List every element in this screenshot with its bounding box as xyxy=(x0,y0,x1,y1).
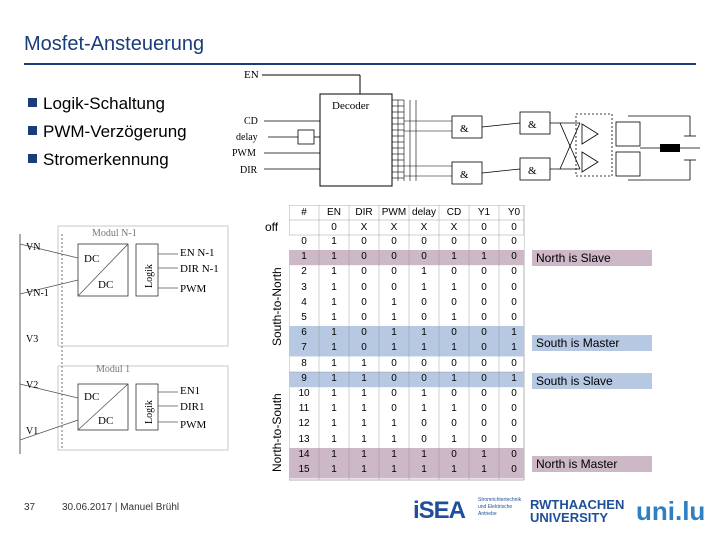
table-cell: 1 xyxy=(361,372,367,384)
table-cell: 0 xyxy=(481,296,487,308)
isea-logo-text: iSEA xyxy=(413,497,466,524)
table-cell: 0 xyxy=(481,433,487,445)
table-cell: 0 xyxy=(361,236,367,247)
table-cell: 1 xyxy=(331,418,337,430)
table-cell: 2 xyxy=(301,266,307,278)
table-cell: 11 xyxy=(298,403,310,415)
module-top-signal-en: EN N-1 xyxy=(180,247,215,259)
table-cell: 1 xyxy=(391,418,397,430)
unilu-logo: uni.lu xyxy=(636,496,706,526)
decoder-circuit-diagram xyxy=(220,66,710,196)
off-row-cell: X xyxy=(450,222,458,233)
module-top-signal-pwm: PWM xyxy=(180,283,207,295)
table-header-cell: PWM xyxy=(381,207,407,218)
bullet-square-icon xyxy=(28,98,37,107)
table-cell: 0 xyxy=(391,266,397,278)
table-cell: 1 xyxy=(331,296,337,308)
table-header-cell: DIR xyxy=(355,207,373,218)
table-cell: 0 xyxy=(481,418,487,430)
table-cell: 0 xyxy=(511,236,517,247)
off-row-cell: X xyxy=(420,222,428,233)
table-cell: 1 xyxy=(451,464,457,475)
isea-logo xyxy=(413,497,473,527)
off-row-cell: X xyxy=(390,222,398,233)
table-cell: 9 xyxy=(301,372,307,384)
table-cell: 0 xyxy=(511,251,517,263)
table-cell: 1 xyxy=(451,372,457,384)
table-cell: 0 xyxy=(451,388,457,399)
table-cell: 0 xyxy=(511,388,517,399)
table-cell: 1 xyxy=(451,403,457,415)
table-cell: 0 xyxy=(421,433,427,445)
table-cell: 1 xyxy=(331,281,337,293)
table-cell: 1 xyxy=(391,342,397,354)
table-cell: 0 xyxy=(511,357,517,369)
bullet-2 xyxy=(28,122,187,142)
table-cell: 1 xyxy=(331,464,337,475)
isea-subtitle: Stromrichtertechnik und Elektrische Antriebe xyxy=(478,497,522,517)
table-cell: 0 xyxy=(451,236,457,247)
voltage-vn-1: VN-1 xyxy=(26,288,49,299)
south-to-north-label: South-to-North xyxy=(270,267,284,346)
table-header-cell: CD xyxy=(446,207,462,218)
module-top-title: Modul N-1 xyxy=(92,228,137,239)
table-cell: 0 xyxy=(451,357,457,369)
table-cell: 0 xyxy=(481,342,487,354)
table-cell: 0 xyxy=(391,236,397,247)
module-bottom-signal-en: EN1 xyxy=(180,385,201,397)
table-cell: 1 xyxy=(421,448,427,460)
and-label-3: & xyxy=(528,119,537,131)
voltage-v2: V2 xyxy=(26,380,39,391)
table-cell: 4 xyxy=(301,296,307,308)
table-cell: 1 xyxy=(421,281,427,293)
table-cell: 0 xyxy=(451,296,457,308)
bullet-text: Logik-Schaltung xyxy=(43,94,165,113)
table-cell: 0 xyxy=(391,372,397,384)
table-cell: 0 xyxy=(361,281,367,293)
table-cell: 5 xyxy=(301,312,307,323)
table-cell: 0 xyxy=(391,281,397,293)
bullet-1 xyxy=(28,94,165,114)
module-top-dc-out: DC xyxy=(98,279,114,291)
table-cell: 1 xyxy=(451,281,457,293)
table-cell: 1 xyxy=(331,342,337,354)
table-cell: 0 xyxy=(451,266,457,278)
table-cell: 1 xyxy=(391,464,397,475)
table-cell: 1 xyxy=(391,433,397,445)
module-bottom-signal-pwm: PWM xyxy=(180,419,207,431)
table-cell: 0 xyxy=(481,327,487,339)
table-cell: 1 xyxy=(301,251,307,263)
table-cell: 10 xyxy=(298,388,310,399)
table-cell: 1 xyxy=(331,357,337,369)
south-is-master-label: South is Master xyxy=(532,335,652,351)
table-cell: 1 xyxy=(451,433,457,445)
table-header-cell: Y0 xyxy=(507,207,521,218)
module-bottom-logik: Logik xyxy=(144,400,155,424)
off-row-cell: 0 xyxy=(481,222,487,233)
table-cell: 0 xyxy=(361,266,367,278)
table-cell: 0 xyxy=(511,464,517,475)
module-diagram xyxy=(6,214,262,468)
table-cell: 0 xyxy=(451,418,457,430)
and-label-2: & xyxy=(460,169,469,181)
table-cell: 0 xyxy=(481,357,487,369)
table-cell: 0 xyxy=(511,403,517,415)
module-top-signal-dir: DIR N-1 xyxy=(180,263,219,275)
table-cell: 1 xyxy=(511,372,517,384)
table-cell: 1 xyxy=(511,342,517,354)
table-cell: 1 xyxy=(421,403,427,415)
table-cell: 6 xyxy=(301,327,307,339)
table-cell: 0 xyxy=(481,266,487,278)
bullet-3 xyxy=(28,150,169,170)
table-cell: 0 xyxy=(421,236,427,247)
off-row-cell: X xyxy=(360,222,368,233)
north-is-master-label: North is Master xyxy=(532,456,652,472)
table-cell: 0 xyxy=(511,418,517,430)
table-cell: 1 xyxy=(331,251,337,263)
table-cell: 0 xyxy=(511,266,517,278)
table-cell: 1 xyxy=(391,312,397,323)
table-cell: 0 xyxy=(481,281,487,293)
table-cell: 0 xyxy=(481,372,487,384)
table-cell: 1 xyxy=(421,388,427,399)
voltage-vn: VN xyxy=(26,242,41,253)
module-bottom-dc-out: DC xyxy=(98,415,114,427)
off-row-cell: 0 xyxy=(331,222,337,233)
and-label-4: & xyxy=(528,165,537,177)
bullet-square-icon xyxy=(28,126,37,135)
bullet-text: PWM-Verzögerung xyxy=(43,122,187,141)
table-cell: 1 xyxy=(361,433,367,445)
table-cell: 1 xyxy=(361,418,367,430)
table-cell: 0 xyxy=(361,312,367,323)
table-cell: 0 xyxy=(361,327,367,339)
inductor-icon xyxy=(660,144,680,152)
table-cell: 1 xyxy=(331,236,337,247)
table-cell: 14 xyxy=(298,448,310,460)
and-label-1: & xyxy=(460,123,469,135)
table-cell: 1 xyxy=(361,464,367,475)
table-cell: 0 xyxy=(481,388,487,399)
table-cell: 0 xyxy=(511,281,517,293)
module-bottom-signal-dir: DIR1 xyxy=(180,401,205,413)
bullet-text: Stromerkennung xyxy=(43,150,169,169)
table-cell: 1 xyxy=(361,448,367,460)
table-cell: 0 xyxy=(451,448,457,460)
table-cell: 3 xyxy=(301,281,307,293)
table-cell: 0 xyxy=(421,312,427,323)
table-cell: 1 xyxy=(391,296,397,308)
table-cell: 0 xyxy=(301,236,307,247)
table-cell: 0 xyxy=(421,372,427,384)
table-cell: 0 xyxy=(391,251,397,263)
page-number: 37 xyxy=(24,502,36,513)
table-cell: 1 xyxy=(421,342,427,354)
table-cell: 12 xyxy=(298,418,310,430)
module-top-logik: Logik xyxy=(144,264,155,288)
off-row-cell: 0 xyxy=(511,222,517,233)
table-cell: 0 xyxy=(511,433,517,445)
table-cell: 15 xyxy=(298,464,310,475)
table-cell: 1 xyxy=(421,464,427,475)
slide-title: Mosfet-Ansteuerung xyxy=(24,33,205,55)
table-cell: 1 xyxy=(421,266,427,278)
module-bottom-title: Modul 1 xyxy=(96,364,131,375)
table-cell: 0 xyxy=(421,418,427,430)
table-cell: 0 xyxy=(481,312,487,323)
decoder-label: Decoder xyxy=(332,100,370,112)
table-cell: 1 xyxy=(511,327,517,339)
voltage-v3: V3 xyxy=(26,334,39,345)
table-cell: 0 xyxy=(361,251,367,263)
table-cell: 1 xyxy=(331,388,337,399)
module-bottom-dc-in: DC xyxy=(84,391,100,403)
table-cell: 1 xyxy=(451,251,457,263)
table-cell: 0 xyxy=(481,236,487,247)
table-cell: 1 xyxy=(421,327,427,339)
table-cell: 1 xyxy=(451,342,457,354)
table-cell: 1 xyxy=(391,327,397,339)
table-header-cell: Y1 xyxy=(477,207,491,218)
input-delay: delay xyxy=(236,132,258,143)
delay-block xyxy=(298,130,314,144)
off-label: off xyxy=(265,220,279,234)
table-cell: 0 xyxy=(481,403,487,415)
table-cell: 0 xyxy=(421,251,427,263)
input-dir: DIR xyxy=(240,165,258,176)
table-cell: 0 xyxy=(361,296,367,308)
table-header-cell: EN xyxy=(327,207,341,218)
table-cell: 0 xyxy=(421,357,427,369)
table-cell: 1 xyxy=(451,312,457,323)
voltage-v1: V1 xyxy=(26,426,39,437)
en-label: EN xyxy=(244,69,259,81)
title-rule xyxy=(24,63,696,65)
bullet-square-icon xyxy=(28,154,37,163)
table-cell: 0 xyxy=(391,357,397,369)
input-pwm: PWM xyxy=(232,148,256,159)
table-cell: 1 xyxy=(331,403,337,415)
table-cell: 0 xyxy=(361,342,367,354)
table-cell: 1 xyxy=(331,266,337,278)
table-cell: 13 xyxy=(298,433,310,445)
table-cell: 1 xyxy=(331,448,337,460)
table-cell: 0 xyxy=(421,296,427,308)
north-is-slave-label: North is Slave xyxy=(532,250,652,266)
table-cell: 1 xyxy=(481,448,487,460)
table-cell: 0 xyxy=(451,327,457,339)
footer-date-author: 30.06.2017 | Manuel Brühl xyxy=(62,502,180,513)
table-cell: 0 xyxy=(391,388,397,399)
table-cell: 1 xyxy=(361,403,367,415)
module-top-dc-in: DC xyxy=(84,253,100,265)
table-cell: 1 xyxy=(361,357,367,369)
table-cell: 0 xyxy=(511,312,517,323)
table-cell: 0 xyxy=(511,296,517,308)
table-cell: 1 xyxy=(481,251,487,263)
table-cell: 7 xyxy=(301,342,307,354)
table-header-cell: # xyxy=(301,207,307,218)
table-cell: 1 xyxy=(391,448,397,460)
table-cell: 8 xyxy=(301,357,307,369)
table-cell: 0 xyxy=(391,403,397,415)
table-cell: 1 xyxy=(481,464,487,475)
table-cell: 1 xyxy=(331,312,337,323)
north-to-south-label: North-to-South xyxy=(270,393,284,472)
table-cell: 1 xyxy=(331,433,337,445)
table-cell: 0 xyxy=(511,448,517,460)
south-is-slave-label: South is Slave xyxy=(532,373,652,389)
table-cell: 1 xyxy=(331,372,337,384)
table-cell: 1 xyxy=(331,327,337,339)
table-header-cell: delay xyxy=(412,207,436,218)
rwth-logo: RWTHAACHEN UNIVERSITY xyxy=(530,497,625,525)
table-cell: 1 xyxy=(361,388,367,399)
input-cd: CD xyxy=(244,116,258,127)
